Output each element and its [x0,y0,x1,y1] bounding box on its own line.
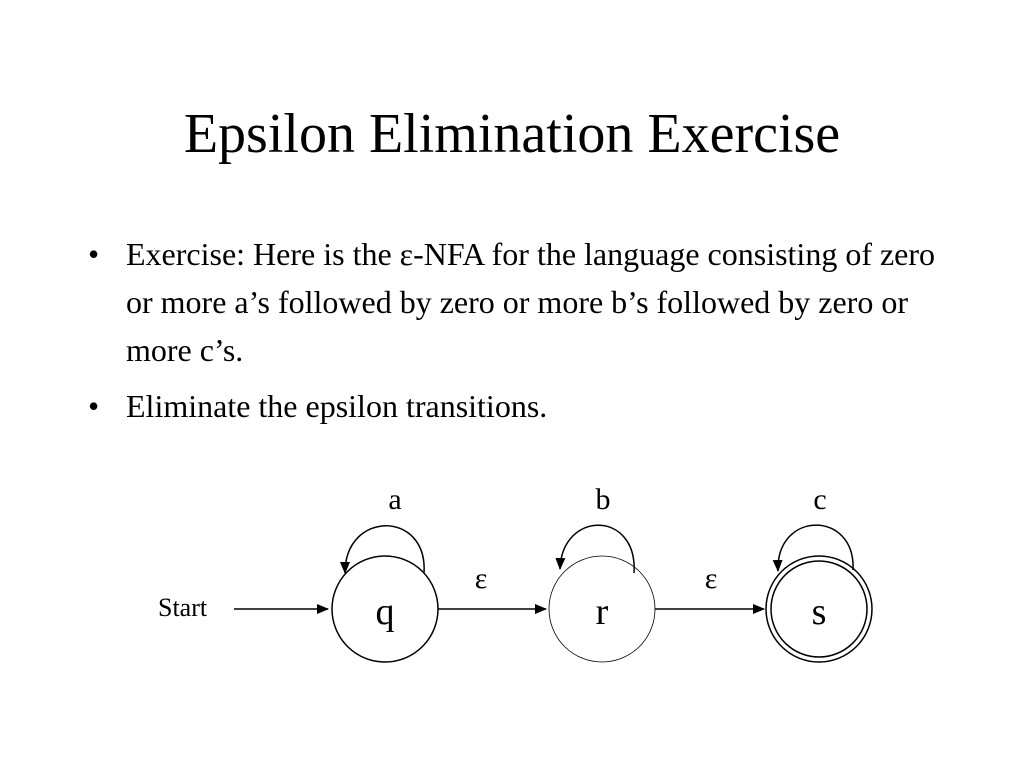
state-r-label: r [595,591,609,633]
bullet-marker: • [88,388,100,424]
state-q-self-loop [345,526,424,573]
start-label: Start [158,593,208,622]
state-s-self-loop [778,525,853,571]
state-r-loop-label: b [595,483,611,516]
transition-q-r-label: ε [474,562,488,595]
state-s-label: s [811,591,827,633]
state-s-loop-label: c [813,483,827,516]
bullet-marker: • [88,236,100,272]
bullet-text: Eliminate the epsilon transitions. [126,388,548,424]
state-q-label: q [375,591,395,633]
slide-title: Epsilon Elimination Exercise [183,103,841,165]
state-q-loop-label: a [388,483,402,516]
transition-r-s-label: ε [704,562,718,595]
bullet-text: Exercise: Here is the ε-NFA for the language consisting of zero or more a’s followed by zero or more b’s followed by zero or more c’s. [126,236,936,368]
